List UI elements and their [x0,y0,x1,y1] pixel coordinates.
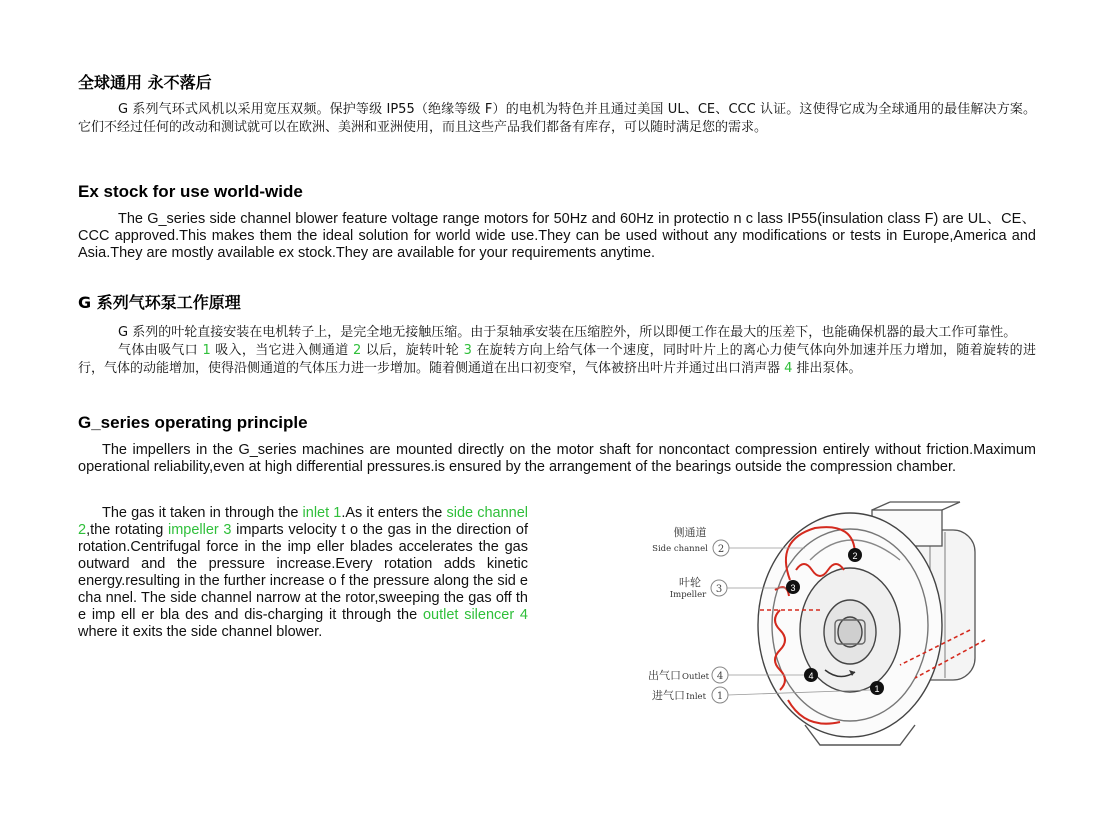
text-span: .As it enters the [341,505,447,521]
label-en: Inlet [686,692,706,702]
side-channel-highlight: side channel 2 [78,505,528,538]
label-number: 4 [716,671,724,682]
text-span: The gas it taken in through the [102,505,303,521]
section-principle-cn [78,290,1036,378]
principle-para2-en [78,505,528,641]
section-title-cn: 全球通用 永不落后 [78,73,212,92]
marker-number: 3 [790,583,796,593]
text-span: 吸入，当它进入侧通道 [210,343,354,358]
section-body-cn: G 系列气环式风机以采用宽压双频。保护等级 IP55（绝缘等级 F）的电机为特色并且通过美国 UL、CE、CCC 认证。这使得它成为全球通用的最佳解决方案。它们不经过任何的改动和测试就可以在欧洲、美洲和亚洲使用，而且这些产品我们都备有库存，可以随时满足您的需求。 [78,102,1036,135]
inlet-highlight: inlet 1 [302,505,342,521]
section-body-en: The G_series side channel blower feature voltage range motors for 50Hz and 60Hz in protectio n c lass IP55(insulation class F) are UL、CE、CCC approved.This makes them the ideal solution for world wide use.They can be used without any modifications or tests in Europe,America and Asia.They are mostly available ex stock.They are available for your requirements anytime. [78,211,1036,261]
marker-number: 4 [808,671,814,681]
side-channel-number: 2 [353,343,362,358]
text-span: imparts velocity t o the gas in the direction of rotation.Centrifugal force in the imp eller blades accelerates the gas outward and the pressure increase.Every rotation adds kinetic energy.resulting in the further increase o f the pressure along the sid e cha nnel. The side channel narrow at the rotor,sweeping the gas off th e imp ell er bla des and dis-charging it through the [78,522,528,623]
blower-diagram [600,500,1040,750]
label-cn: 叶轮 [679,576,701,589]
principle-para1-cn: G 系列的叶轮直接安装在电机转子上，是完全地无接触压缩。由于泵轴承安装在压缩腔外，所以即便工作在最大的压差下，也能确保机器的最大工作可靠性。 [118,325,1017,340]
section-title-en: Ex stock for use world-wide [78,182,303,201]
marker-2 [848,548,862,562]
text-span: 在旋转方向上给气体一个速度，同时叶片上的离心力使气体向外加速并压力增加，随着旋转的进行，气体的动能增加，使得沿侧通道的气体压力进一步增加。随着侧通道在出口初变窄，气体被挤出叶片并通过出口消声器 [78,343,1037,376]
label-en: Impeller [669,590,707,600]
principle-para2-cn [78,342,1036,378]
section-principle-en [78,413,1036,476]
section-global [78,70,1036,137]
text-span: where it exits the side channel blower. [78,624,323,640]
outlet-number: 4 [784,361,793,376]
outlet-silencer-highlight: outlet silencer 4 [422,607,529,623]
marker-3 [786,580,800,594]
marker-number: 1 [874,684,880,694]
text-span: 气体由吸气口 [118,343,203,358]
label-number: 2 [717,544,725,555]
section-title-en: G_series operating principle [78,413,308,432]
inlet-number: 1 [202,343,211,358]
label-en: Outlet [682,672,710,682]
section-title-cn: G 系列气环泵工作原理 [78,293,241,312]
text-span: 排出泵体。 [792,361,862,376]
impeller-number: 3 [463,343,472,358]
impeller-highlight: impeller 3 [167,522,232,538]
text-span: ,the rotating [86,522,168,538]
marker-number: 2 [852,551,858,561]
marker-1 [870,681,884,695]
text-span: 以后，旋转叶轮 [361,343,464,358]
marker-4 [804,668,818,682]
label-en: Side channel [652,544,708,554]
label-cn: 进气口 [652,689,685,702]
label-number: 3 [715,584,723,595]
section-ex-stock [78,182,1036,262]
label-cn: 侧通道 [673,526,707,539]
label-number: 1 [716,691,724,702]
principle-para2-en-block [78,505,528,641]
principle-para1-en: The impellers in the G_series machines are mounted directly on the motor shaft for noncontact compression entirely without friction.Maximum operational reliability,even at high differential pressures.is ensured by the arrangement of the bearings outside the compression chamber. [78,442,1036,475]
label-cn: 出气口 [648,669,681,682]
